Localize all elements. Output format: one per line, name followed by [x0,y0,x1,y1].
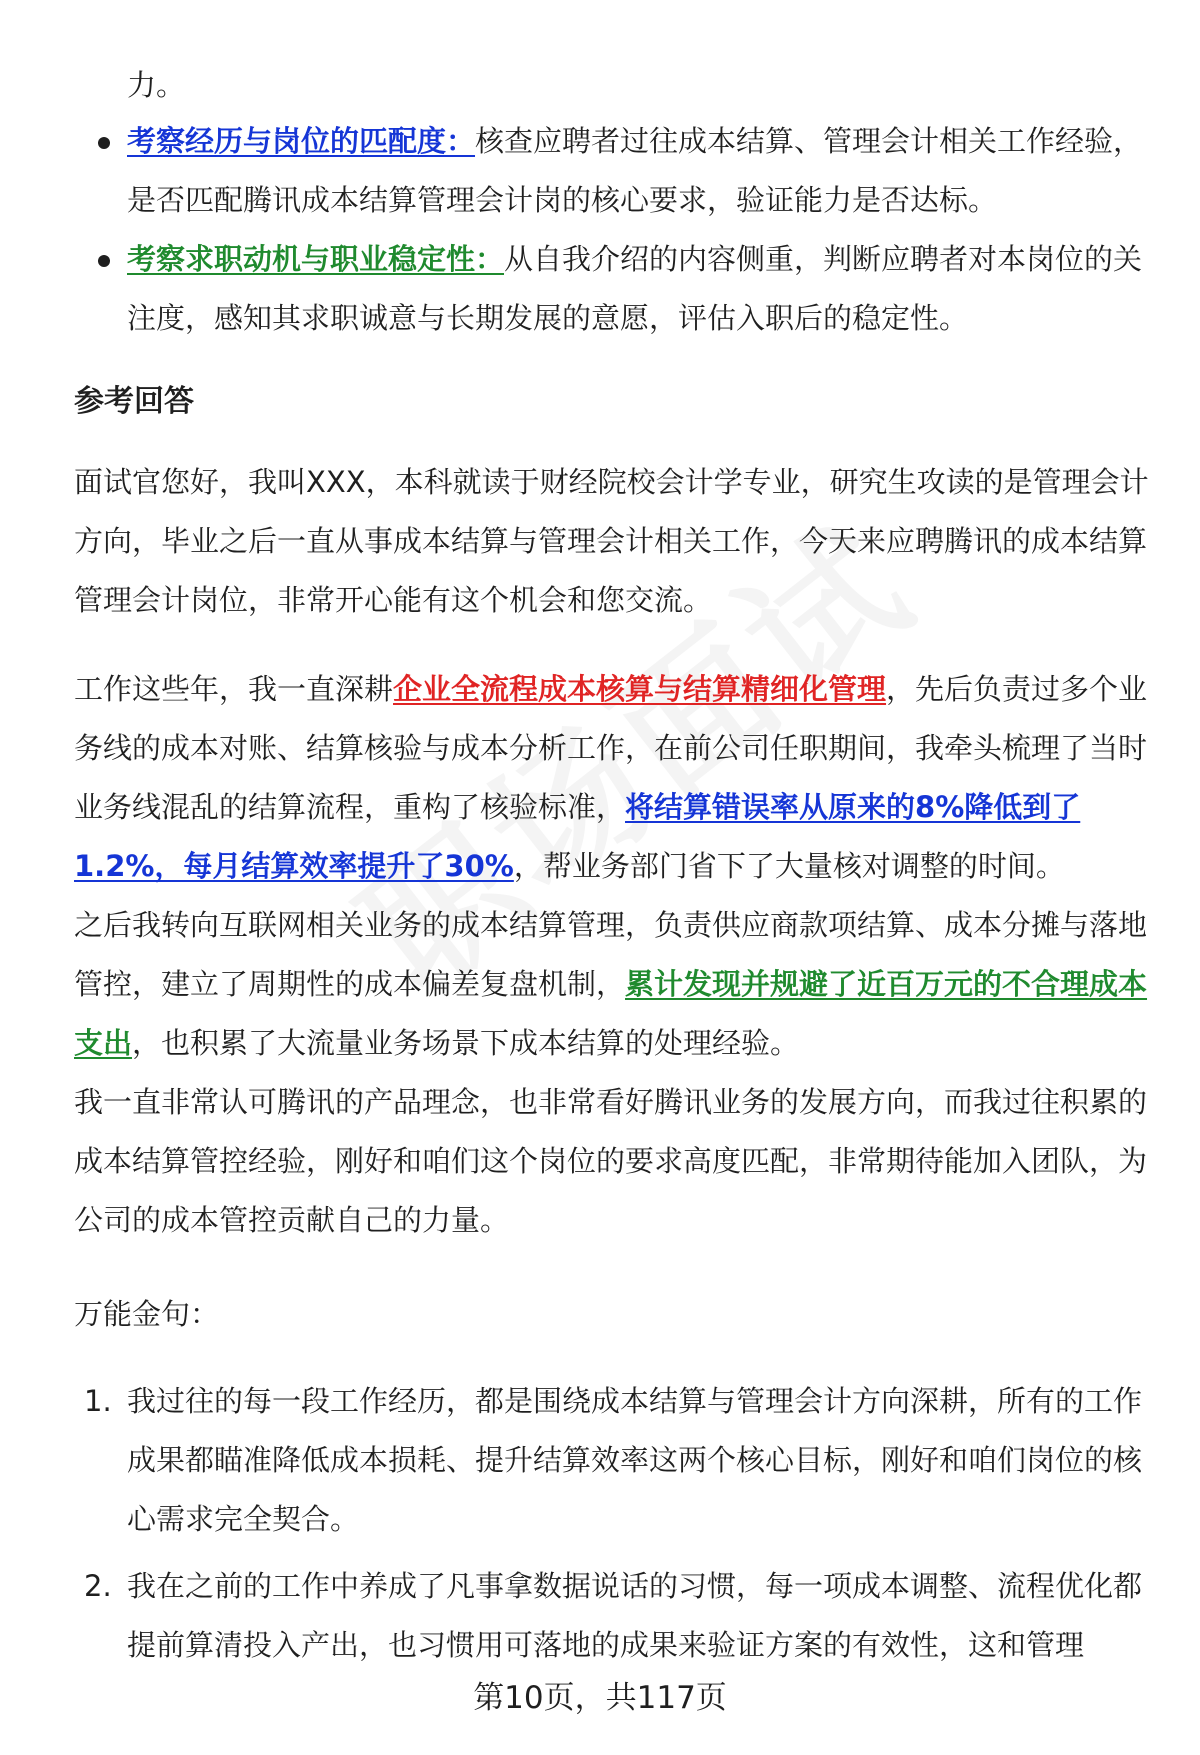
work-text: 我一直非常认可腾讯的产品理念，也非常看好腾讯业务的发展方向，而我过往积累的成本结算管控经验，刚好和咱们这个岗位的要求高度匹配，非常期待能加入团队，为公司的成本管控贡献自己的力量。 [74,1085,1148,1237]
intro-paragraph: 面试官您好，我叫XXX，本科就读于财经院校会计学专业，研究生攻读的是管理会计方向，毕业之后一直从事成本结算与管理会计相关工作，今天来应聘腾讯的成本结算管理会计岗位，非常开心能有这个机会和您交流。 [74,465,1149,617]
numbered-item [74,1372,1149,1549]
golden-sentences-label: 万能金句： [74,1297,220,1331]
assessment-bullet-list [74,112,1149,348]
work-text: 之后我转向互联网相关业务的成本结算管理，负责供应商款项结算、成本分摊与落地管控，建立了周期性的成本偏差复盘机制， [74,908,1148,1001]
item-number: 1. [84,1384,112,1418]
work-text: ，也积累了大流量业务场景下成本结算的处理经验。 [132,1026,800,1060]
continuation-text: 力。 [127,68,186,102]
item-text: 我过往的每一段工作经历，都是围绕成本结算与管理会计方向深耕，所有的工作成果都瞄准降低成本损耗、提升结算效率这两个核心目标，刚好和咱们岗位的核心需求完全契合。 [127,1384,1143,1536]
bullet-label: 考察求职动机与职业稳定性： [127,242,505,276]
item-number: 2. [84,1569,112,1603]
section-heading: 参考回答 [74,384,194,419]
bullet-label: 考察经历与岗位的匹配度： [127,124,476,158]
page-footer: 第10页，共117页 [473,1680,727,1716]
numbered-item [74,1557,1149,1675]
work-text: 工作这些年，我一直深耕 [74,672,394,706]
work-experience-paragraph [74,660,1149,1250]
bullet-item [74,230,1149,348]
bullet-dot-icon [98,137,110,149]
bullet-item [74,112,1149,230]
bullet-dot-icon [98,255,110,267]
work-text: ，帮业务部门省下了大量核对调整的时间。 [513,849,1065,883]
golden-sentences-list [74,1372,1149,1683]
bullet-text: 从自我介绍的内容侧重，判断应聘者对本岗位的关注度，感知其求职诚意与长期发展的意愿，评估入职后的稳定性。 [127,242,1143,335]
item-text: 我在之前的工作中养成了凡事拿数据说话的习惯，每一项成本调整、流程优化都提前算清投入产出，也习惯用可落地的成果来验证方案的有效性，这和管理 [127,1569,1143,1662]
highlight-phrase: 企业全流程成本核算与结算精细化管理 [393,672,887,706]
highlight-phrase: 将结算错误率从原来的8%降低到了1.2%，每月结算效率提升了30% [74,790,1081,883]
bullet-text: 核查应聘者过往成本结算、管理会计相关工作经验，是否匹配腾讯成本结算管理会计岗的核心要求，验证能力是否达标。 [127,124,1143,217]
work-text: ，先后负责过多个业务线的成本对账、结算核验与成本分析工作，在前公司任职期间，我牵头梳理了当时业务线混乱的结算流程，重构了核验标准， [74,672,1148,824]
highlight-phrase: 累计发现并规避了近百万元的不合理成本支出 [74,967,1148,1060]
